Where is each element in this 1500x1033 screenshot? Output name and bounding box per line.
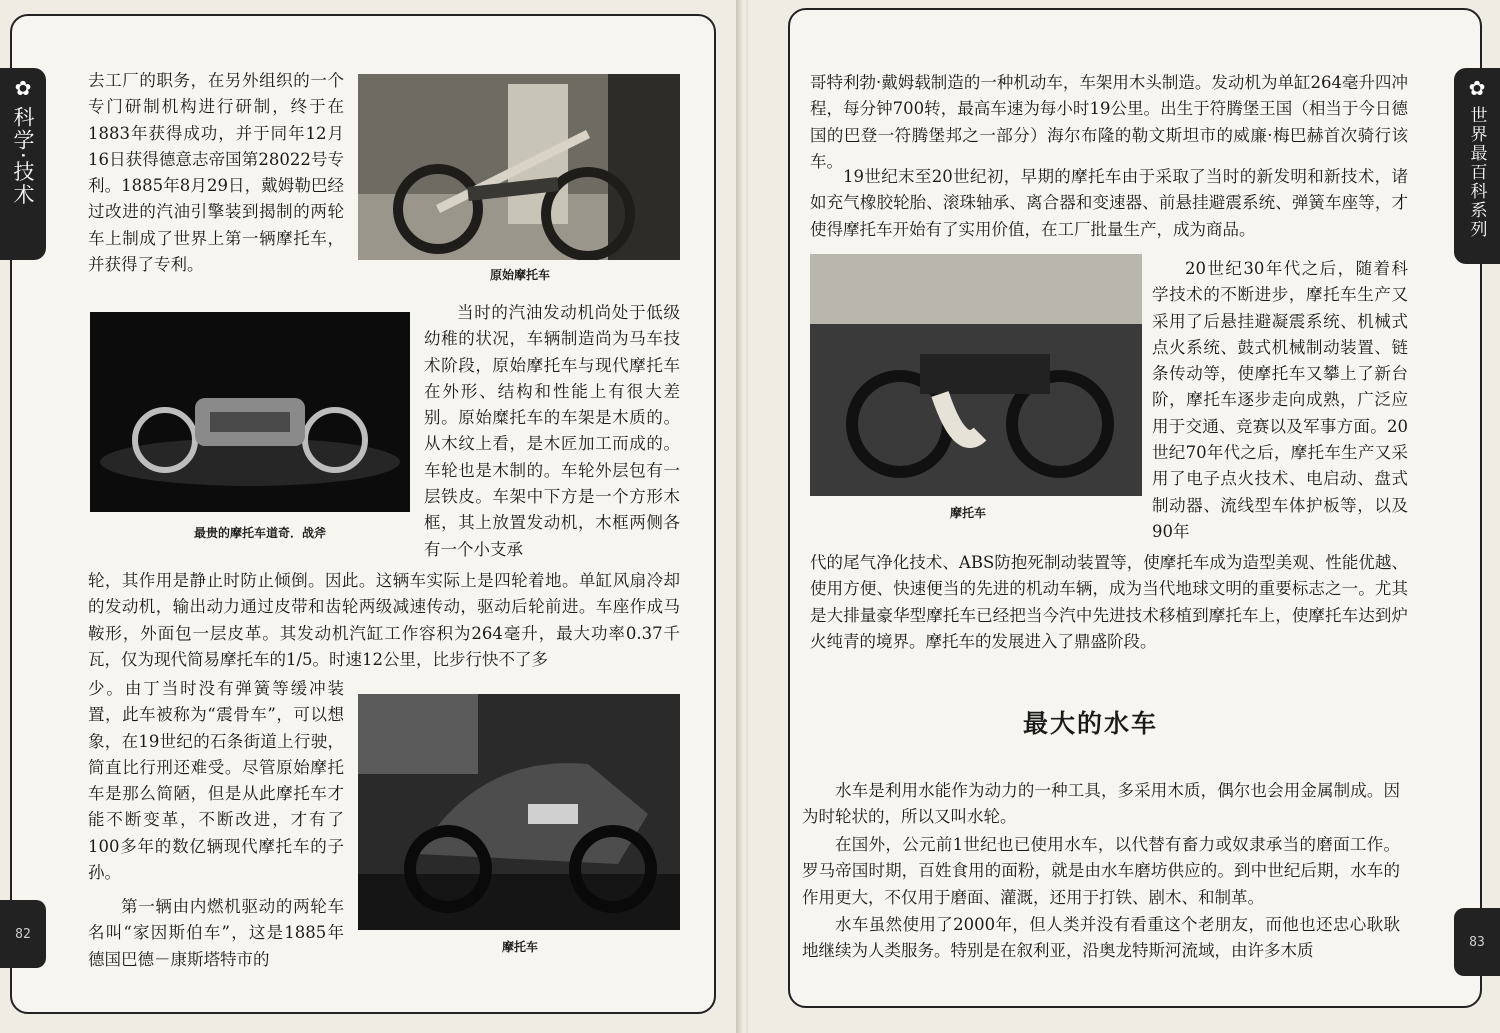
left-paragraph-2-side: 当时的汽油发动机尚处于低级幼稚的状况，车辆制造尚为马车技术阶段，原始摩托车与现代摩托车在外形、结构和性能上有很大差别。原始糜托车的车架是木质的。从木纹上看，是木匠加工而成的。车轮也是木制的。车轮外层包有一层铁皮。车架中下方是一个方形木框，其上放置发动机，木框两侧各有一个小支承: [424, 303, 680, 559]
right-paragraph-6: 水车虽然使用了2000年，但人类并没有看重这个老朋友，而他也还忠心耿耿地继续为人类服务。特别是在叙利亚，沿奥龙特斯河流域，由许多木质: [802, 915, 1400, 961]
right-paragraph-1: 哥特利勃·戴姆载制造的一种机动车，车架用木头制造。发动机为单缸264毫升四冲程，每分钟700转，最高车速为每小时19公里。出生于符腾堡王国（相当于今日德国的巴登一符腾堡邦之一部分）海尔布隆的勒文斯坦市的威廉·梅巴赫首次骑行该车。: [810, 73, 1408, 171]
left-side-tab-label: 科学·技术: [11, 106, 35, 207]
photo-primitive-motorcycle: [358, 74, 680, 260]
left-paragraph-2-end: 少。由丁当时没有弹簧等缓冲装置，此车被称为“震骨车”，可以想象，在19世纪的石条街道上行驶，简直比行刑还难受。尽管原始摩托车是那么简陋，但是从此摩托车才能不断变革，不断改进，才有了100多年的数亿辆现代摩托车的子孙。: [88, 679, 344, 883]
left-paragraph-3: 第一辆由内燃机驱动的两轮车名叫“家因斯伯车”，这是1885年德国巴德－康斯塔特市的: [88, 897, 344, 969]
caption-motorcycle-right: 摩托车: [949, 506, 986, 520]
right-page-number: 83: [1454, 908, 1500, 976]
left-side-tab: [0, 68, 46, 260]
right-page: [748, 0, 1500, 1033]
right-paragraph-5: 在国外，公元前1世纪也已使用水车，以代替有畜力或奴隶承当的磨面工作。罗马帝国时期，百姓食用的面粉，就是由水车磨坊供应的。到中世纪后期，水车的作用更大，不仅用于磨面、灌溉，还用于打铁、剧木、和制革。: [802, 835, 1400, 907]
right-paragraph-3-full: 代的尾气净化技术、ABS防抱死制动装置等，使摩托车成为造型美观、性能优越、使用方便、快速便当的先进的机动车辆，成为当代地球文明的重要标志之一。尤其是大排量豪华型摩托车已经把当今汽中先进技术移植到摩托车上，使摩托车达到炉火纯青的境界。摩托车的发展进入了鼎盛阶段。: [810, 553, 1408, 651]
left-page-number: 82: [0, 900, 46, 968]
left-paragraph-1: 去工厂的职务，在另外组织的一个专门研制机构进行研制，终于在1883年获得成功，并于同年12月16日获得德意志帝国第28022号专利。1885年8月29日，戴姆勒巴经过改进的汽油引擎装到揭制的两轮车上制成了世界上第一辆摩托车，并获得了专利。: [88, 71, 344, 275]
right-paragraph-2: 19世纪末至20世纪初，早期的摩托车由于采取了当时的新发明和新技术，诸如充气橡胶轮胎、滚珠轴承、离合器和变速器、前悬挂避震系统、弹簧车座等，才使得摩托车开始有了实用价值，在工厂批量生产，成为商品。: [810, 167, 1408, 239]
left-paragraph-2-full: 轮，其作用是静止时防止倾倒。因此。这辆车实际上是四轮着地。单缸风扇冷却的发动机，输出动力通过皮带和齿轮两级减速传动，驱动后轮前进。车座作成马鞍形，外面包一层皮革。其发动机汽缸工作容积为264毫升，最大功率0.37千瓦，仅为现代简易摩托车的1/5。时速12公里，比步行快不了多: [88, 571, 680, 669]
right-side-tab: [1454, 68, 1500, 264]
section-heading: 最大的水车: [1023, 709, 1159, 738]
photo-dodge-tomahawk: [90, 312, 410, 512]
caption-dodge-tomahawk: 最贵的摩托车道奇．战斧: [193, 526, 326, 540]
flower-ornament-icon: ✿: [14, 76, 32, 100]
flower-ornament-icon: ✿: [1468, 76, 1486, 100]
photo-ducati-motorcycle: [358, 694, 680, 930]
right-paragraph-4: 水车是利用水能作为动力的一种工具，多采用木质，偶尔也会用金属制成。因为时轮状的，所以又叫水轮。: [802, 781, 1400, 827]
caption-ducati-motorcycle: 摩托车: [501, 940, 538, 954]
caption-primitive-motorcycle: 原始摩托车: [489, 268, 550, 282]
left-page: [0, 0, 740, 1033]
right-paragraph-3-side: 20世纪30年代之后，随着科学技术的不断进步，摩托车生产又采用了后悬挂避凝震系统、机械式点火系统、鼓式机械制动装置、链条传动等，使摩托车又攀上了新台阶，摩托车逐步走向成熟，广泛应用于交通、竞赛以及军事方面。20世纪70年代之后，摩托车生产又采用了电子点火技术、电启动、盘式制动器、流线型车体护板等，以及90年: [1152, 259, 1408, 541]
photo-motorcycle-right: [810, 254, 1142, 496]
right-side-tab-label: 世界最百科系列: [1466, 106, 1487, 239]
